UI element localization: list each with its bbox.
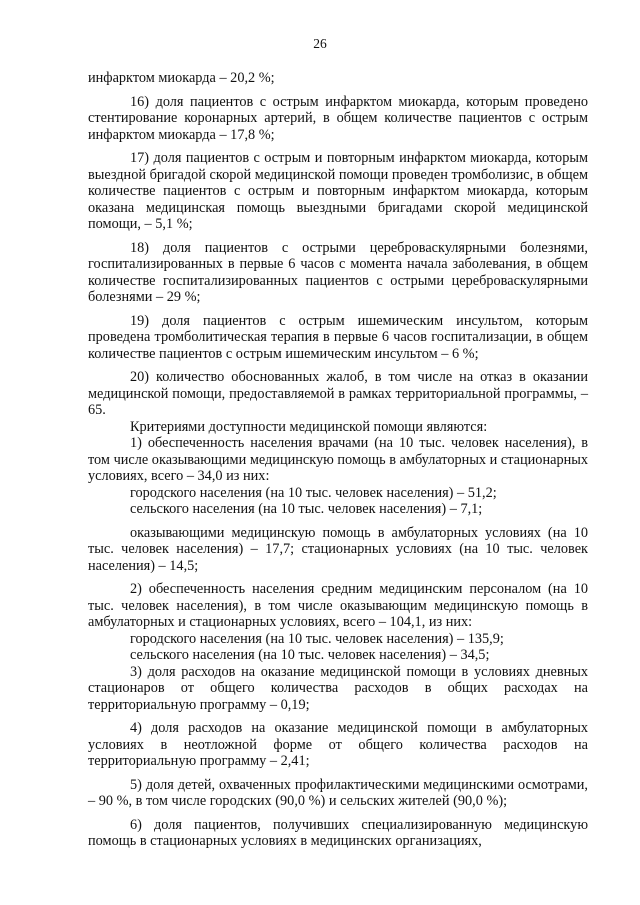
document-body <box>88 70 588 850</box>
paragraph: инфарктом миокарда – 20,2 %; <box>88 70 275 86</box>
paragraph: 18) доля пациентов с острыми цереброваскулярными болезнями, госпитализированных в первые 6 часов с момента начала заболевания, в общем количестве госпитализированных пациентов с острыми цереброваскулярными болезнями – 29 %; <box>88 239 588 305</box>
paragraph: 19) доля пациентов с острым ишемическим инсультом, которым проведена тромболитическая терапия в первые 6 часов госпитализации, в общем количестве пациентов с острым ишемическим инсультом – 6 %; <box>88 312 588 362</box>
paragraph: 17) доля пациентов с острым и повторным инфарктом миокарда, которым выездной бригадой скорой медицинской помощи проведен тромболизис, в общем количестве пациентов с острым и повторным инфарктом миокарда, которым оказана медицинская помощь выездными бригадами скорой медицинской помощи, – 5,1 %; <box>88 150 588 232</box>
paragraph: сельского населения (на 10 тыс. человек населения) – 34,5; <box>130 647 490 663</box>
paragraph: 1) обеспеченность населения врачами (на 10 тыс. человек населения), в том числе оказывающими медицинскую помощь в амбулаторных и стационарных условиях, всего – 34,0 из них: <box>88 435 588 484</box>
paragraph: 5) доля детей, охваченных профилактическими медицинскими осмотрами, – 90 %, в том числе городских (90,0 %) и сельских жителей (90,0 %); <box>88 776 588 809</box>
paragraph: 3) доля расходов на оказание медицинской помощи в условиях дневных стационаров от общего количества расходов в общих расходах на территориальную программу – 0,19; <box>88 663 588 713</box>
paragraph: Критериями доступности медицинской помощи являются: <box>130 418 488 435</box>
paragraph: городского населения (на 10 тыс. человек населения) – 51,2; <box>130 484 497 501</box>
paragraph: сельского населения (на 10 тыс. человек населения) – 7,1; <box>130 501 483 517</box>
paragraph: оказывающими медицинскую помощь в амбулаторных условиях (на 10 тыс. человек населения) – 17,7; стационарных условиях (на 10 тыс. человек населения) – 14,5; <box>88 524 588 574</box>
paragraph: 20) количество обоснованных жалоб, в том числе на отказ в оказании медицинской помощи, предоставляемой в рамках территориальной программы, – 65. <box>88 369 588 418</box>
page-number: 26 <box>313 36 327 51</box>
paragraph: 16) доля пациентов с острым инфарктом миокарда, которым проведено стентирование коронарных артерий, в общем количестве пациентов с острым инфарктом миокарда – 17,8 %; <box>88 93 588 143</box>
paragraph: 2) обеспеченность населения средним медицинским персоналом (на 10 тыс. человек населения), в том числе оказывающим медицинскую помощь в амбулаторных и стационарных условиях, всего – 104,1, из них: <box>88 581 588 630</box>
paragraph: городского населения (на 10 тыс. человек населения) – 135,9; <box>130 630 504 647</box>
paragraph: 4) доля расходов на оказание медицинской помощи в амбулаторных условиях в неотложной форме от общего количества расходов на территориальную программу – 2,41; <box>88 720 588 769</box>
paragraph: 6) доля пациентов, получивших специализированную медицинскую помощь в стационарных условиях в медицинских организациях, <box>88 816 588 849</box>
